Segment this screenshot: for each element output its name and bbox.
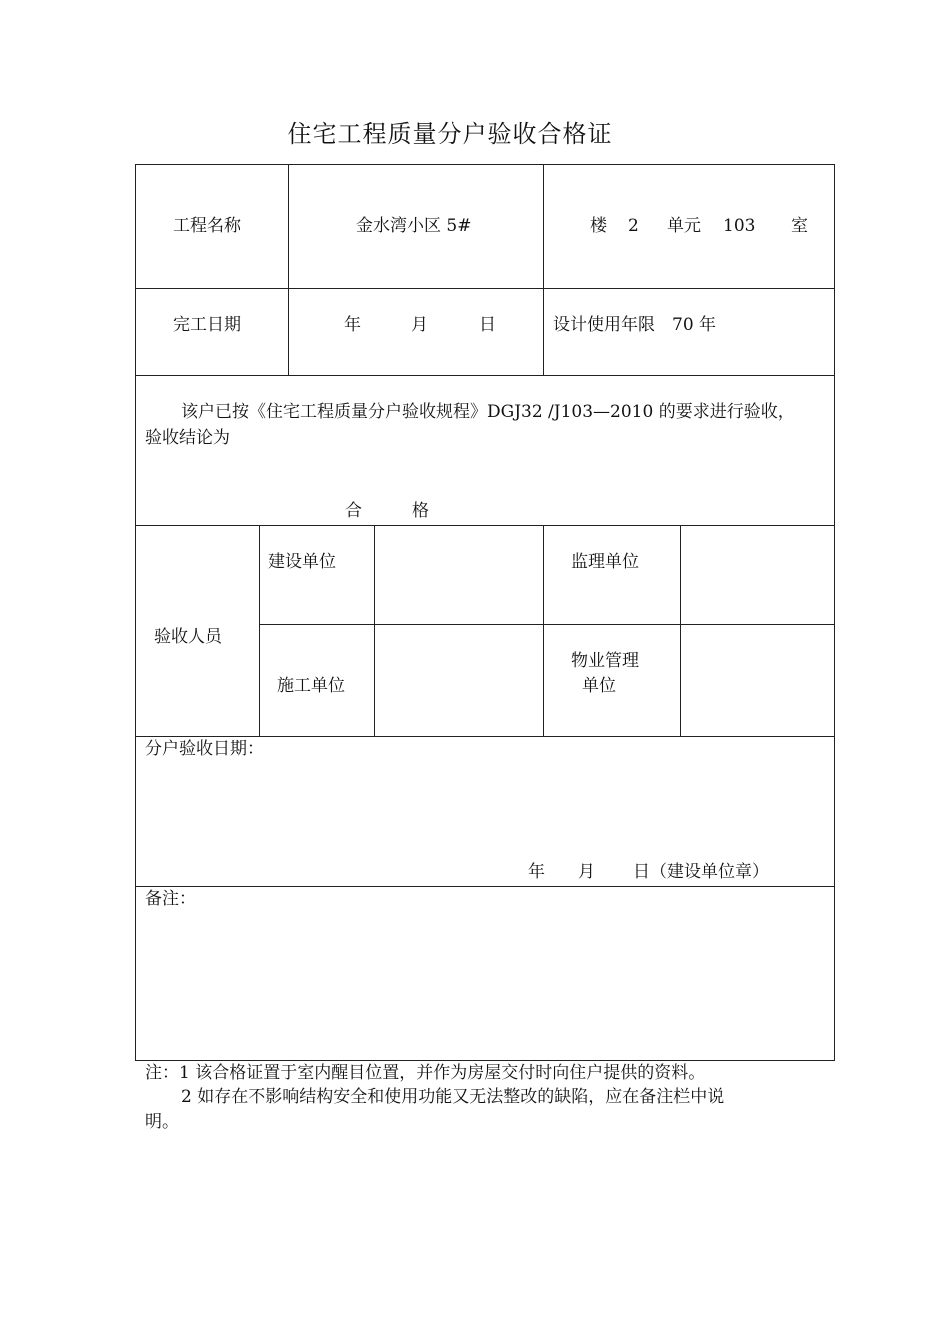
unit-label: 单元 [667,216,701,236]
acceptance-day-seal: 日（建设单位章） [633,862,769,882]
construction-unit-label: 建设单位 [268,552,336,572]
statement-line2: 验收结论为 [145,428,230,448]
statement-line1: 该户已按《住宅工程质量分户验收规程》DGJ32 /J103—2010 的要求进行验收， [181,402,795,422]
property-unit-label-2: 单位 [582,676,616,696]
conclusion-char1: 合 [345,501,362,521]
project-name-label: 工程名称 [173,216,241,236]
design-life: 设计使用年限 70 年 [553,315,717,335]
page-title: 住宅工程质量分户验收合格证 [287,120,613,148]
remarks-label: 备注： [145,889,196,909]
footnote-line2: 2 如存在不影响结构安全和使用功能又无法整改的缺陷，应在备注栏中说 [181,1087,725,1107]
completion-year: 年 [344,315,361,335]
footnote-line3: 明。 [145,1112,179,1132]
acceptance-month: 月 [578,862,595,882]
acceptance-year: 年 [528,862,545,882]
supervision-unit-label: 监理单位 [571,552,639,572]
project-name-value: 金水湾小区 5# [356,216,472,236]
room-label: 室 [791,216,808,236]
acceptance-date-label: 分户验收日期： [145,739,264,759]
property-unit-label-1: 物业管理 [571,651,639,671]
building-number: 2 [628,216,639,236]
room-number: 103 [723,216,756,236]
completion-date-label: 完工日期 [173,315,241,335]
completion-day: 日 [479,315,496,335]
conclusion-char2: 格 [412,501,429,521]
building-suffix: 楼 [590,216,607,236]
inspectors-label: 验收人员 [154,627,222,647]
completion-month: 月 [411,315,428,335]
builder-unit-label: 施工单位 [277,676,345,696]
footnote-line1: 注：1 该合格证置于室内醒目位置，并作为房屋交付时向住户提供的资料。 [145,1063,706,1083]
